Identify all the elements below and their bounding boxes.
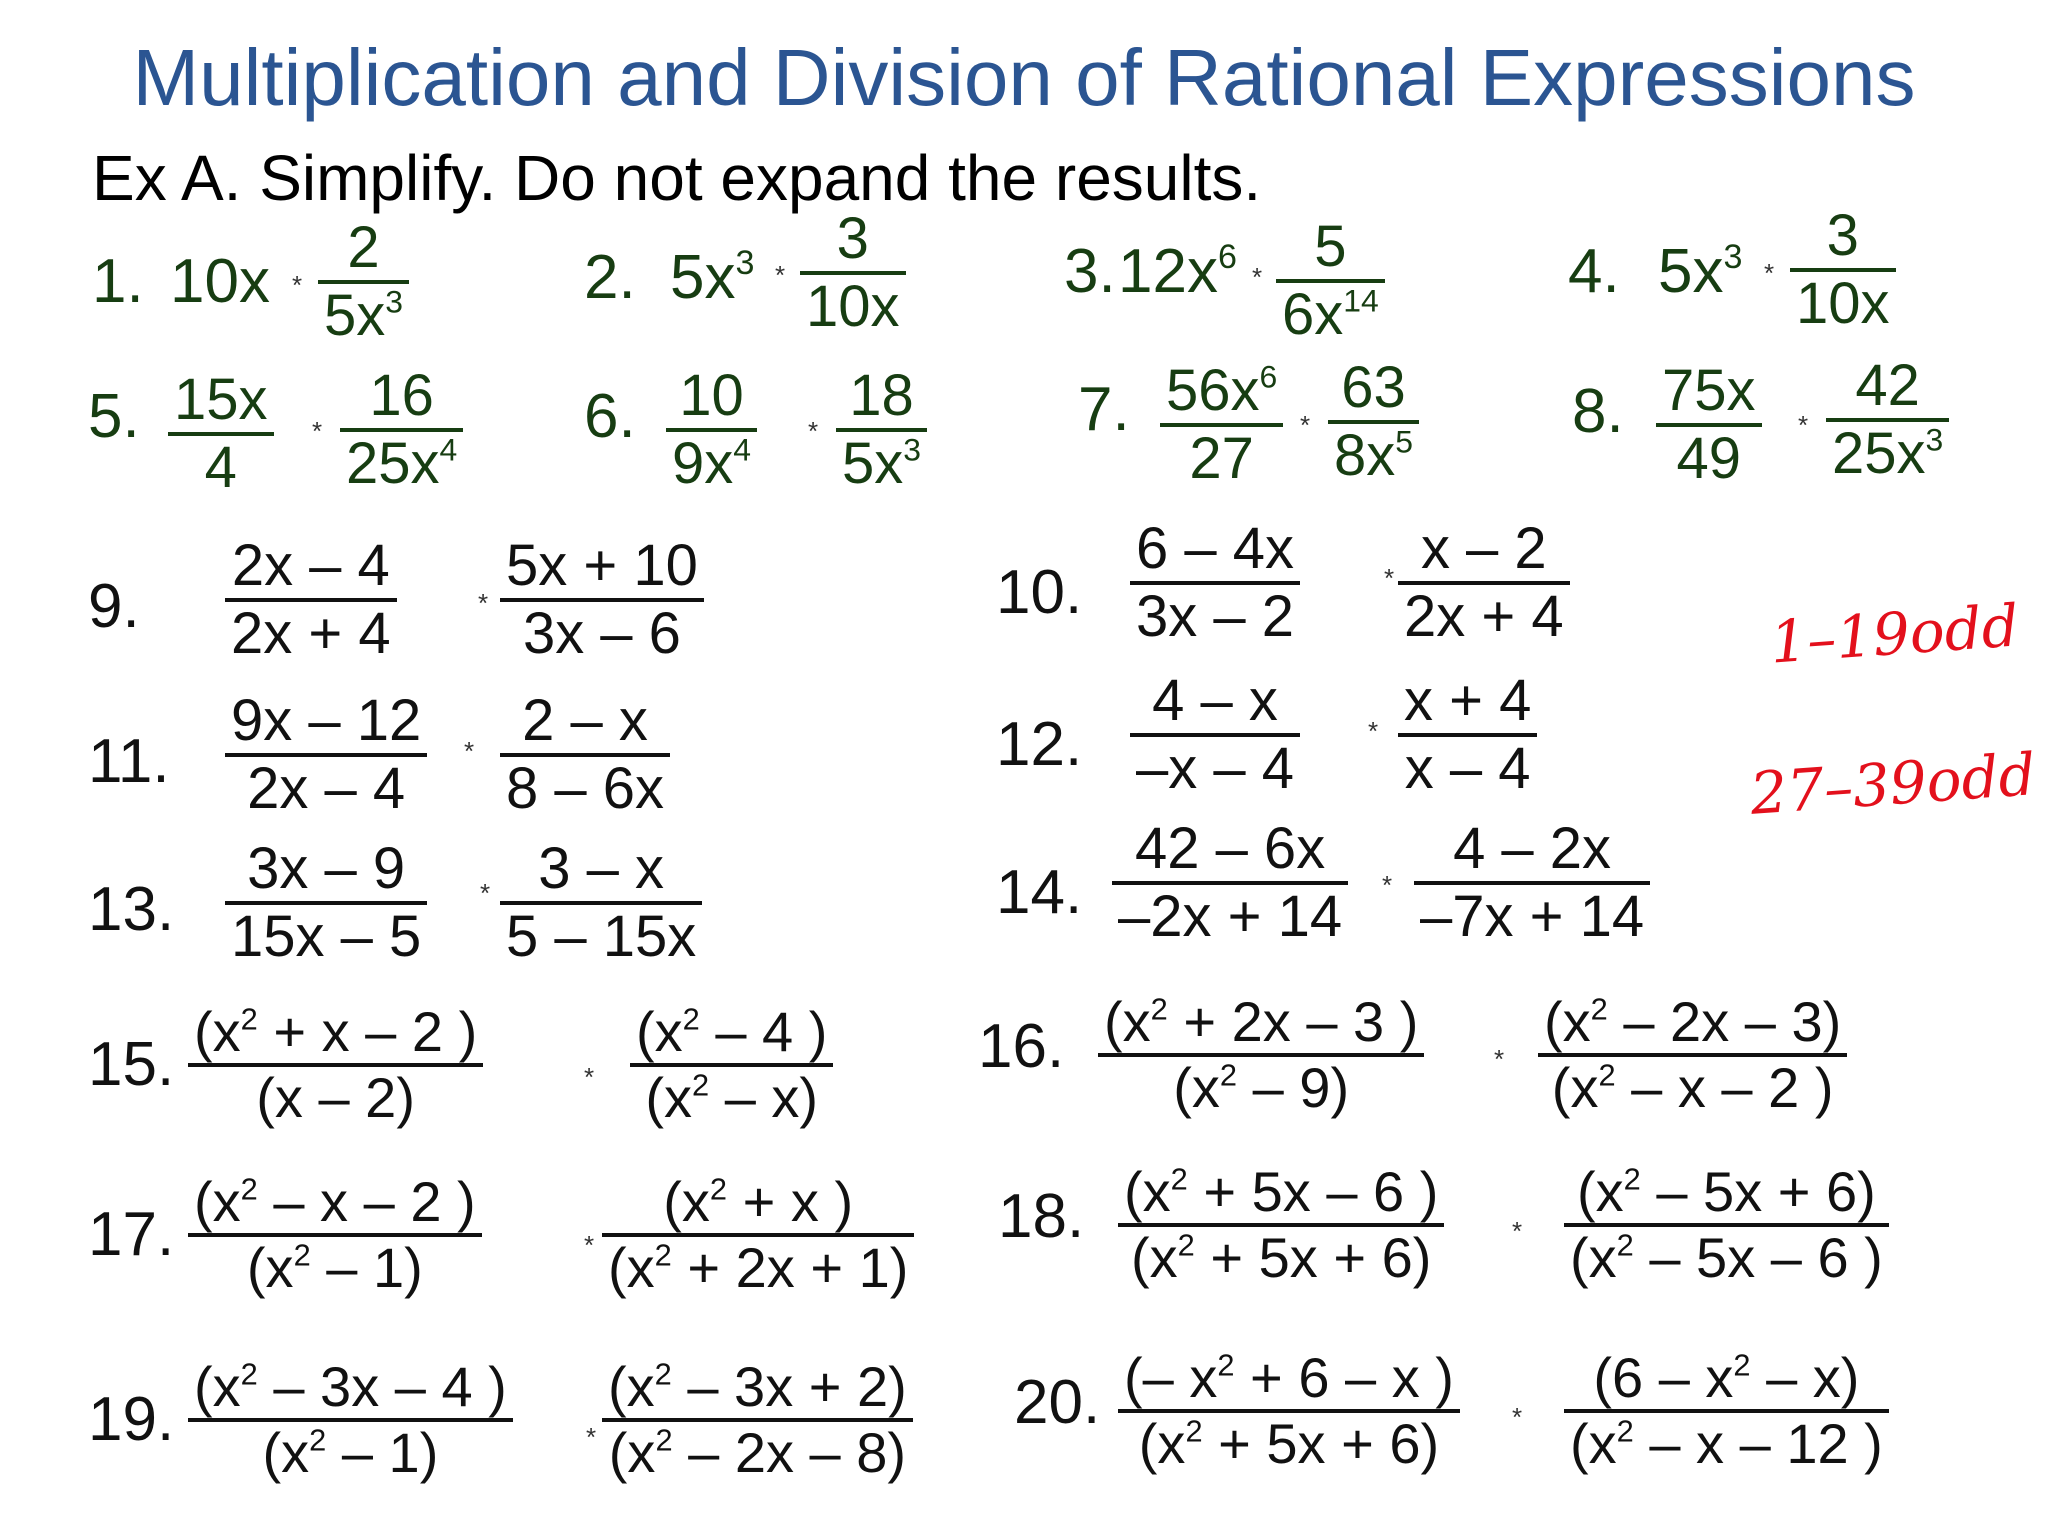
multiply-operator: * — [775, 260, 786, 290]
fraction-left — [168, 359, 274, 509]
numerator: 15x — [174, 367, 268, 432]
denominator: 10x — [806, 274, 900, 339]
denominator: x – 4 — [1404, 736, 1531, 801]
problem-number: 18. — [998, 1182, 1085, 1251]
denominator: 3x – 2 — [1136, 584, 1294, 649]
fraction-right — [500, 525, 704, 675]
multiply-operator: * — [1384, 563, 1395, 593]
problem-number: 16. — [978, 1012, 1065, 1081]
fraction-right — [1564, 1336, 1889, 1486]
denominator: $(x^2 - x)$ — [645, 1066, 819, 1129]
numerator: 6 – 4x — [1136, 516, 1294, 581]
denominator: 3x – 6 — [522, 601, 681, 666]
denominator: 49 — [1676, 426, 1742, 491]
fraction-left — [188, 990, 483, 1140]
numerator: $56x^6$ — [1166, 358, 1278, 423]
denominator: $25x^3$ — [1832, 421, 1944, 486]
fraction-left — [1160, 350, 1283, 500]
numerator: 3x – 9 — [247, 836, 406, 901]
numerator: 4 – x — [1152, 668, 1278, 733]
problem-number: 19. — [88, 1385, 175, 1454]
problem-term: 10x — [170, 247, 270, 316]
multiply-operator: * — [1382, 870, 1393, 900]
fraction-left — [1112, 808, 1348, 958]
problem-number: 17. — [88, 1200, 175, 1269]
fraction-right — [630, 990, 833, 1140]
multiply-operator: * — [1368, 716, 1379, 746]
numerator: ($x^2 + x$ ) — [663, 1170, 854, 1233]
problem-number: 12. — [996, 710, 1083, 779]
fraction-right — [340, 355, 463, 505]
numerator: 9x – 12 — [231, 688, 422, 753]
numerator: 63 — [1341, 355, 1406, 420]
numerator: 2 – x — [522, 688, 648, 753]
denominator: $(x^2 - 9)$ — [1173, 1056, 1350, 1119]
numerator: 2x – 4 — [231, 533, 390, 598]
fraction-right — [1398, 508, 1570, 658]
denominator: –2x + 14 — [1118, 884, 1343, 949]
multiply-operator: * — [478, 588, 489, 618]
fraction — [800, 198, 906, 348]
numerator: $(x^2 - 5x + 6)$ — [1577, 1160, 1876, 1223]
problem-number: 13. — [88, 875, 175, 944]
denominator: 2x + 4 — [231, 601, 391, 666]
numerator: 3 — [1826, 203, 1859, 268]
numerator: x + 4 — [1404, 668, 1532, 733]
fraction-right — [602, 1160, 914, 1310]
problem-number: 8. — [1572, 377, 1624, 446]
fraction-right — [602, 1345, 913, 1495]
fraction-left — [188, 1345, 513, 1495]
multiply-operator: * — [808, 416, 819, 446]
numerator: $(6 - x^2 - x)$ — [1593, 1346, 1860, 1409]
numerator: 75x — [1662, 358, 1756, 423]
problem-number: 15. — [88, 1030, 175, 1099]
multiply-operator: * — [584, 1230, 595, 1260]
problem-number: 7. — [1078, 375, 1130, 444]
numerator: 3 – x — [538, 836, 664, 901]
page-title: Multiplication and Division of Rational Expressions — [132, 33, 1916, 122]
numerator: x – 2 — [1420, 516, 1547, 581]
denominator: $(x^2 - 1)$ — [246, 1236, 423, 1299]
problem-number: 4. — [1568, 237, 1620, 306]
numerator: $(x^2 - 3x + 2)$ — [608, 1355, 907, 1418]
fraction-left — [225, 828, 427, 978]
fraction-right — [500, 828, 702, 978]
fraction — [318, 207, 409, 357]
problem-number: 20. — [1014, 1368, 1101, 1437]
multiply-operator: * — [1764, 258, 1775, 288]
problem-term: $5x^3$ — [670, 243, 755, 312]
numerator: ($x^2 + 2x - 3$ ) — [1104, 990, 1419, 1053]
problem-number: 11. — [88, 727, 170, 796]
denominator: $9x^4$ — [672, 431, 752, 496]
denominator: $8x^5$ — [1334, 423, 1414, 488]
numerator: ($x^2 + x - 2$ ) — [194, 1000, 478, 1063]
fraction-left — [225, 525, 397, 675]
fraction-left — [1656, 350, 1762, 500]
fraction — [1790, 195, 1896, 345]
fraction-left — [666, 355, 757, 505]
fraction-left — [225, 680, 427, 830]
numerator: 3 — [836, 206, 869, 271]
multiply-operator: * — [1798, 410, 1809, 440]
numerator: 42 — [1855, 353, 1920, 418]
fraction-right — [1414, 808, 1650, 958]
denominator: ($x^2 - 5x - 6$ ) — [1570, 1226, 1883, 1289]
denominator: 8 – 6x — [506, 756, 664, 821]
denominator: $5x^3$ — [324, 283, 404, 348]
fraction-left — [188, 1160, 482, 1310]
denominator: 4 — [204, 435, 237, 500]
problem-number: 2. — [584, 243, 636, 312]
denominator: $(x^2 + 5x + 6)$ — [1138, 1412, 1440, 1475]
fraction-right — [1398, 660, 1537, 810]
numerator: ($x^2$ – x – 2 ) — [194, 1170, 476, 1233]
fraction-right — [836, 355, 927, 505]
problem-number: 14. — [996, 858, 1083, 927]
multiply-operator: * — [1494, 1044, 1505, 1074]
denominator: 27 — [1189, 426, 1254, 491]
instructions: Ex A. Simplify. Do not expand the results. — [92, 142, 1262, 214]
denominator: ($x^2$ – x – 2 ) — [1551, 1056, 1834, 1119]
multiply-operator: * — [1252, 262, 1263, 292]
denominator: $25x^4$ — [346, 431, 458, 496]
handwritten-note: 27–39odd — [1747, 740, 2038, 828]
fraction-left — [1118, 1150, 1444, 1300]
numerator: 42 – 6x — [1134, 816, 1326, 881]
numerator: ($x^2 - 3x - 4$ ) — [194, 1355, 507, 1418]
denominator: $6x^{14}$ — [1282, 282, 1379, 347]
denominator: ($x^2$ – x – 12 ) — [1570, 1412, 1883, 1475]
numerator: 16 — [369, 363, 434, 428]
denominator: (x – 2) — [256, 1066, 415, 1129]
fraction-left — [1130, 508, 1300, 658]
fraction-right — [1328, 347, 1419, 497]
numerator: ($x^2 - 4$ ) — [636, 1000, 828, 1063]
denominator: $5x^3$ — [842, 431, 922, 496]
problem-number: 9. — [88, 572, 140, 641]
problem-number: 1. — [92, 247, 144, 316]
multiply-operator: * — [1512, 1402, 1523, 1432]
denominator: –x – 4 — [1136, 736, 1294, 801]
problem-number: 3. — [1064, 237, 1116, 306]
multiply-operator: * — [312, 416, 323, 446]
multiply-operator: * — [1512, 1216, 1523, 1246]
denominator: $(x^2 + 5x + 6)$ — [1131, 1226, 1432, 1289]
denominator: $(x^2 - 2x - 8)$ — [608, 1421, 907, 1484]
handwritten-note: 1–19odd — [1767, 591, 2021, 677]
multiply-operator: * — [292, 270, 303, 300]
numerator: ($x^2 + 5x - 6$ ) — [1124, 1160, 1439, 1223]
problem-number: 6. — [584, 382, 636, 451]
problem-term: $5x^3$ — [1658, 237, 1743, 306]
denominator: 10x — [1796, 271, 1890, 336]
numerator: 2 — [347, 215, 380, 280]
fraction-right — [1538, 980, 1847, 1130]
fraction-right — [500, 680, 670, 830]
fraction-left — [1118, 1336, 1460, 1486]
numerator: $(x^2 - 2x - 3)$ — [1544, 990, 1842, 1053]
fraction-right — [1826, 345, 1949, 495]
multiply-operator: * — [584, 1062, 595, 1092]
numerator: (– $x^2 + 6 - x$ ) — [1124, 1346, 1454, 1409]
numerator: 5 — [1314, 214, 1347, 279]
fraction — [1276, 206, 1385, 356]
problem-number: 10. — [996, 558, 1083, 627]
fraction-right — [1564, 1150, 1889, 1300]
denominator: $(x^2 - 1)$ — [262, 1421, 439, 1484]
denominator: –7x + 14 — [1420, 884, 1645, 949]
denominator: 15x – 5 — [231, 904, 422, 969]
denominator: 2x – 4 — [247, 756, 406, 821]
fraction-left — [1130, 660, 1300, 810]
numerator: 10 — [679, 363, 744, 428]
denominator: 2x + 4 — [1404, 584, 1564, 649]
numerator: 4 – 2x — [1453, 816, 1612, 881]
fraction-left — [1098, 980, 1424, 1130]
multiply-operator: * — [464, 736, 475, 766]
problem-number: 5. — [88, 382, 140, 451]
problem-term: $12x^6$ — [1118, 237, 1237, 306]
denominator: 5 – 15x — [506, 904, 697, 969]
multiply-operator: * — [480, 878, 491, 908]
multiply-operator: * — [1300, 410, 1311, 440]
denominator: $(x^2 + 2x + 1)$ — [608, 1236, 909, 1299]
multiply-operator: * — [586, 1422, 597, 1452]
numerator: 5x + 10 — [506, 533, 698, 598]
numerator: 18 — [849, 363, 914, 428]
